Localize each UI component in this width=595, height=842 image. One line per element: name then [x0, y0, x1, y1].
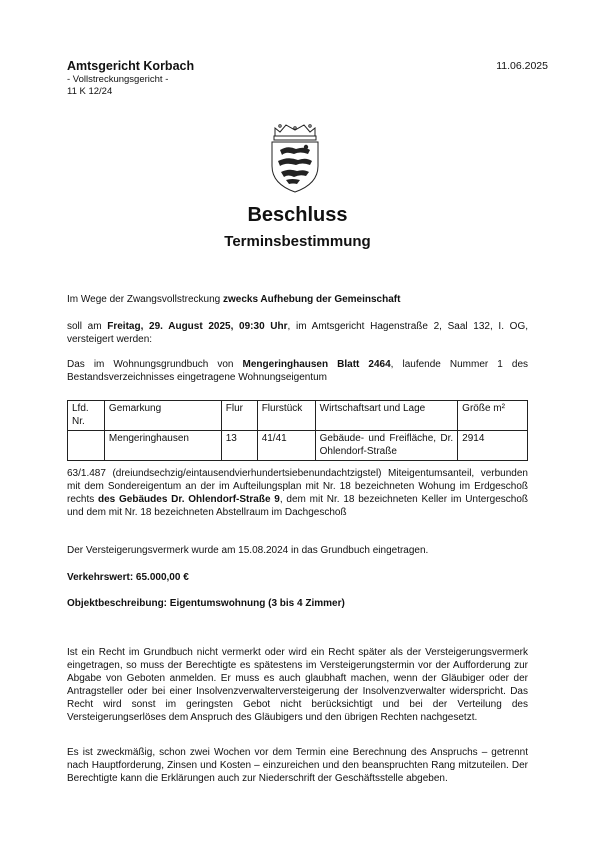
- intro-bold: zwecks Aufhebung der Gemeinschaft: [223, 294, 401, 305]
- appointment-prefix: soll am: [67, 321, 108, 332]
- document-subtitle: Terminsbestimmung: [224, 233, 371, 250]
- property-prefix: Das im Wohnungsgrundbuch von: [67, 359, 243, 370]
- header-cell-size: Größe m²: [458, 401, 528, 431]
- court-department: - Vollstreckungsgericht -: [67, 74, 169, 85]
- document-date: 11.06.2025: [496, 60, 548, 72]
- share-paragraph: [67, 467, 528, 519]
- court-header: [67, 58, 194, 98]
- header-cell-district: Gemarkung: [104, 401, 221, 431]
- hesse-coat-of-arms-icon: [266, 120, 324, 194]
- cell-number: [68, 431, 105, 461]
- object-description: Objektbeschreibung: Eigentumswohnung (3 bis 4 Zimmer): [67, 598, 345, 609]
- cell-usage: Gebäude- und Freifläche, Dr. Ohlendorf-Straße: [315, 431, 458, 461]
- header-cell-usage: Wirtschaftsart und Lage: [315, 401, 458, 431]
- intro-paragraph: [67, 293, 528, 306]
- cell-parcel-area: 13: [221, 431, 257, 461]
- market-value: Verkehrswert: 65.000,00 €: [67, 572, 189, 583]
- property-table: [67, 400, 528, 461]
- share-building: des Gebäudes Dr. Ohlendorf-Straße 9: [98, 494, 280, 505]
- appointment-datetime: Freitag, 29. August 2025, 09:30 Uhr: [107, 321, 288, 332]
- cell-size: 2914: [458, 431, 528, 461]
- property-suffix: , laufende Nummer 1 des Bestandsverzeichnisses eingetragene Wohnungseigentum: [67, 359, 528, 383]
- share-suffix: , dem mit Nr. 18 bezeichneten Keller im Untergeschoß und dem mit Nr. 18 bezeichneten Abstellraum im Dachgeschoß: [67, 494, 528, 518]
- appointment-paragraph: [67, 320, 528, 346]
- header-cell-parcel-area: Flur: [221, 401, 257, 431]
- file-number: 11 K 12/24: [67, 86, 113, 97]
- intro-text: Im Wege der Zwangsvollstreckung: [67, 294, 223, 305]
- court-name: Amtsgericht Korbach: [67, 59, 195, 73]
- table-header-row: [68, 401, 528, 431]
- share-prefix: 63/1.487 (dreiundsechzig/eintausendvierhundertsiebenundachtzigstel) Miteigentumsanteil, verbunden mit dem Sondereigentum an der im Aufteilungsplan mit Nr. 18 bezeichneten Wohung im Erdgeschoß rechts: [67, 468, 528, 505]
- cell-district: Mengeringhausen: [104, 431, 221, 461]
- property-land-register: Mengeringhausen Blatt 2464: [242, 359, 391, 370]
- claim-notice-paragraph: Es ist zweckmäßig, schon zwei Wochen vor dem Termin eine Berechnung des Anspruchs – getrennt nach Hauptforderung, Zinsen und Kosten – einzureichen und den beanspruchten Rang mitzuteilen. Der Berechtigte kann die Erklärungen auch zur Niederschrift der Geschäftsstelle abgeben.: [67, 747, 528, 784]
- header-cell-plot: Flurstück: [257, 401, 315, 431]
- rights-notice-paragraph: Ist ein Recht im Grundbuch nicht vermerkt oder wird ein Recht später als der Versteigerungsvermerk eingetragen, so muss der Berechtigte es spätestens im Versteigerungstermin vor der Aufforderung zur Abgabe von Geboten anmelden. Er muss es auch glaubhaft machen, wenn der Gläubiger oder der Antragsteller oder bei einer Insolvenzverwalterversteigerung der Insolvenzverwalter widerspricht. Das Recht wird sonst im geringsten Gebot nicht berücksichtigt und bei der Verteilung des Versteigerungserlöses dem Anspruch des Gläubigers und den übrigen Rechten nachgesetzt.: [67, 647, 528, 723]
- registration-paragraph: Der Versteigerungsvermerk wurde am 15.08.2024 in das Grundbuch eingetragen.: [67, 545, 429, 556]
- table-row: [68, 431, 528, 461]
- property-intro-paragraph: [67, 358, 528, 384]
- appointment-suffix: , im Amtsgericht Hagenstraße 2, Saal 132, I. OG, versteigert werden:: [67, 321, 528, 345]
- document-title: Beschluss: [247, 204, 348, 226]
- header-cell-number: Lfd. Nr.: [68, 401, 105, 431]
- cell-plot: 41/41: [257, 431, 315, 461]
